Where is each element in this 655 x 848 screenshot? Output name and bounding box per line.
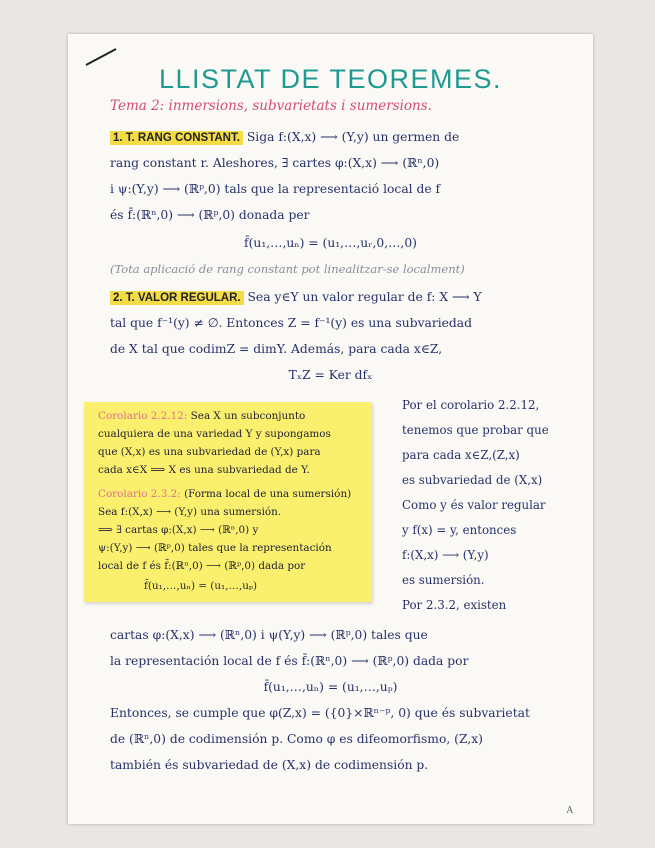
side-line3: para cada x∈Z,(Z,x) bbox=[402, 448, 520, 462]
page-title: LLISTAT DE TEOREMES. bbox=[158, 64, 503, 94]
side-line4: es subvariedad de (X,x) bbox=[402, 473, 543, 487]
proof-line1: cartas φ:(X,x) ⟶ (ℝⁿ,0) i ψ(Y,y) ⟶ (ℝᵖ,0) tales que bbox=[110, 628, 428, 642]
sticky-note bbox=[84, 402, 372, 602]
theorem1-label: 1. T. RANG CONSTANT. bbox=[110, 131, 243, 145]
topic-heading: Tema 2: inmersions, subvarietats i sumersions. bbox=[110, 98, 432, 114]
corollary2-line4: ψ:(Y,y) ⟶ (ℝᵖ,0) tales que la representación bbox=[98, 542, 332, 554]
theorem1-line3: i ψ:(Y,y) ⟶ (ℝᵖ,0) tals que la representació local de f bbox=[110, 182, 441, 196]
corollary2-line2: Sea f:(X,x) ⟶ (Y,y) una sumersión. bbox=[98, 506, 282, 518]
corollary1-line3: que (X,x) es una subvariedad de (Y,x) para bbox=[98, 446, 321, 458]
proof-line3: Entonces, se cumple que φ(Z,x) = ({0}×ℝⁿ⁻ᵖ, 0) que és subvarietat bbox=[110, 706, 530, 720]
theorem1-text1: Siga f:(X,x) ⟶ (Y,y) un germen de bbox=[246, 130, 460, 144]
side-line2: tenemos que probar que bbox=[402, 423, 549, 437]
theorem2-line1 bbox=[110, 290, 482, 304]
theorem1-line4: és f̄:(ℝⁿ,0) ⟶ (ℝᵖ,0) donada per bbox=[110, 208, 310, 222]
corollary2-line1 bbox=[98, 488, 351, 500]
side-line1: Por el corolario 2.2.12, bbox=[402, 398, 540, 412]
theorem2-label: 2. T. VALOR REGULAR. bbox=[110, 291, 244, 305]
theorem1-line2: rang constant r. Aleshores, ∃ cartes φ:(X,x) ⟶ (ℝⁿ,0) bbox=[110, 156, 440, 170]
side-line9: Por 2.3.2, existen bbox=[402, 598, 507, 612]
corollary1-line2: cualquiera de una variedad Y y supongamos bbox=[98, 428, 331, 440]
corollary2-line5: local de f és f̄:(ℝⁿ,0) ⟶ (ℝᵖ,0) dada por bbox=[98, 560, 306, 572]
corollary2-title: (Forma local de una sumersión) bbox=[184, 488, 352, 500]
page-mark: A bbox=[566, 806, 573, 816]
corollary2-label: Corolario 2.3.2: bbox=[98, 488, 181, 500]
proof-line4: de (ℝⁿ,0) de codimensión p. Como φ es difeomorfismo, (Z,x) bbox=[110, 732, 483, 746]
corollary1-text1: Sea X un subconjunto bbox=[190, 410, 306, 422]
corollary2-line3: ⟹ ∃ cartas φ:(X,x) ⟶ (ℝⁿ,0) y bbox=[98, 524, 259, 536]
proof-line5: también és subvariedad de (X,x) de codimensión p. bbox=[110, 758, 429, 772]
corollary2-formula: f̄(u₁,…,uₙ) = (u₁,…,uₚ) bbox=[144, 580, 258, 592]
side-line7: f:(X,x) ⟶ (Y,y) bbox=[402, 548, 489, 562]
proof-formula: f̄(u₁,…,uₙ) = (u₁,…,uₚ) bbox=[263, 680, 398, 694]
corollary1-line1 bbox=[98, 410, 305, 422]
theorem2-text1: Sea y∈Y un valor regular de f: X ⟶ Y bbox=[247, 290, 482, 304]
side-line8: es sumersión. bbox=[402, 573, 485, 587]
theorem1-remark: (Tota aplicació de rang constant pot linealitzar-se localment) bbox=[110, 262, 465, 276]
theorem1-line1 bbox=[110, 130, 459, 144]
notebook-page bbox=[68, 34, 593, 824]
corollary1-line4: cada x∈X ⟹ X es una subvariedad de Y. bbox=[98, 464, 310, 476]
theorem2-line2: tal que f⁻¹(y) ≠ ∅. Entonces Z = f⁻¹(y) es una subvariedad bbox=[110, 316, 473, 330]
theorem2-formula: TₓZ = Ker dfₓ bbox=[288, 368, 373, 382]
corollary1-label: Corolario 2.2.12: bbox=[98, 410, 188, 422]
side-line6: y f(x) = y, entonces bbox=[402, 523, 517, 537]
proof-line2: la representación local de f és f̄:(ℝⁿ,0) ⟶ (ℝᵖ,0) dada por bbox=[110, 654, 469, 668]
theorem2-line3: de X tal que codimZ = dimY. Además, para cada x∈Z, bbox=[110, 342, 443, 356]
theorem1-formula: f̄(u₁,…,uₙ) = (u₁,…,uᵣ,0,…,0) bbox=[244, 236, 417, 250]
side-line5: Como y és valor regular bbox=[402, 498, 546, 512]
